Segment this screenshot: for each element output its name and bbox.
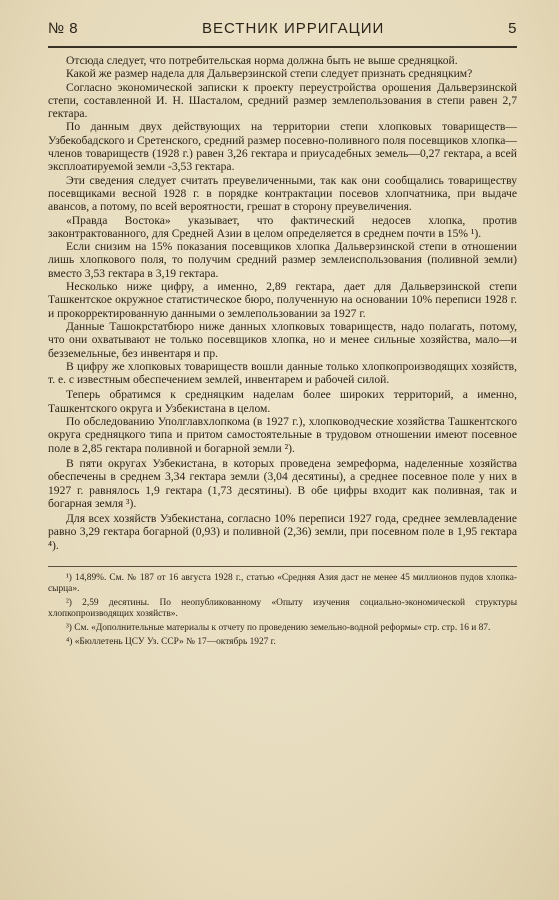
paragraph: В пяти округах Узбекистана, в которых проведена земреформа, наделенные хозяйства обеспечены в среднем 3,34 гектара земли (3,04 десятины), а среднее посевное поле у них в 1927 г. равнялось 1,9 гектара (1,73 десятины). В обе цифры входит как поливная, так и богарная земля ³). xyxy=(48,456,517,510)
paragraph: Теперь обратимся к средняцким наделам более широких территорий, а именно, Ташкентского округа и Узбекистана в целом. xyxy=(48,388,517,415)
paragraph: Какой же размер надела для Дальверзинской степи следует признать средняцким? xyxy=(66,67,473,81)
footnotes xyxy=(48,566,517,648)
paragraph: Согласно экономической записки к проекту переустройства орошения Дальверзинской степи, составленной И. Н. Шасталом, средний размер землепользования в степи равен 2,7 гектара. xyxy=(48,80,517,121)
page-number: 5 xyxy=(508,20,517,37)
paragraph: Несколько ниже цифру, а именно, 2,89 гектара, дает для Дальверзинской степи Ташкентское окружное статистическое бюро, полученную на основании 10% переписи 1928 г. и прокорректированную данными о землепользовании за 1927 г. xyxy=(48,280,517,320)
paragraph: Для всех хозяйств Узбекистана, согласно 10% переписи 1927 года, среднее землевладение равно 3,29 гектара богарной (0,93) и поливной (2,36) земли, при посевном поле в 1,95 гектара ⁴). xyxy=(48,512,517,552)
journal-title: ВЕСТНИК ИРРИГАЦИИ xyxy=(201,20,385,37)
page-header xyxy=(48,20,517,44)
article-body xyxy=(48,54,517,552)
footnote: ³) См. «Дополнительные материалы к отчету по проведению земельно-водной реформы» стр. стр. 16 и 87. xyxy=(66,622,491,633)
paragraph: Если снизим на 15% показания посевщиков хлопка Дальверзинской степи в отношении лишь хлопкового поля, то получим средний размер землеиспользования (поливной земли) вместо 3,53 гектара в 3,19 гектара. xyxy=(48,240,517,280)
paragraph: По обследованию Уполглавхлопкома (в 1927 г.), хлопководческие хозяйства Ташкентского округа средняцкого типа и притом самостоятельные в трудовом отношении имеют посевное поле в 2,85 гектара поливной и богарной земли ²). xyxy=(48,415,517,455)
header-rule xyxy=(48,46,517,48)
footnote: ⁴) «Бюллетень ЦСУ Уз. ССР» № 17—октябрь 1927 г. xyxy=(66,636,276,647)
footnote: ²) 2,59 десятины. По неопубликованному «Опыту изучения социально-экономической структуры хлопкопроизводящих хозяйств». xyxy=(48,597,517,619)
paragraph: Данные Ташокрстатбюро ниже данных хлопковых товариществ, надо полагать, потому, что они охватывают не только посевщиков хлопка, но и менее сильные хозяйства, мало—и безземельные, без инвентаря и пр. xyxy=(48,319,517,360)
footnote: ¹) 14,89%. См. № 187 от 16 августа 1928 г., статью «Средняя Азия даст не менее 45 миллионов пудов хлопка-сырца». xyxy=(48,572,517,594)
paragraph: Отсюда следует, что потребительская норма должна быть не выше средняцкой. xyxy=(66,54,458,67)
paragraph: «Правда Востока» указывает, что фактический недосев хлопка, против законтрактованного, для Средней Азии в целом определяется в среднем почти в 15% ¹). xyxy=(48,213,517,240)
paragraph: По данным двух действующих на территории степи хлопковых товариществ—Узбекобадского и Сретенского, средний размер посевно-поливного поля посевщиков хлопка—членов товариществ (1928 г.) равен 3,26 гектара и приусадебных земель—0,27 гектара, а всей эксплоатируемой земли -3,53 гектара. xyxy=(48,120,517,174)
issue-number: № 8 xyxy=(48,20,79,37)
paragraph: Эти сведения следует считать преувеличенными, так как они сообщались товариществу посевщиками весной 1928 г. в порядке контрактации посевов хлопчатника, при выдаче авансов, а потому, по всей вероятности, грешат в сторону преувеличения. xyxy=(48,173,517,214)
paragraph: В цифру же хлопковых товариществ вошли данные только хлопкопроизводящих хозяйств, т. е. с известным обеспечением землей, инвентарем и рабочей силой. xyxy=(48,359,517,387)
